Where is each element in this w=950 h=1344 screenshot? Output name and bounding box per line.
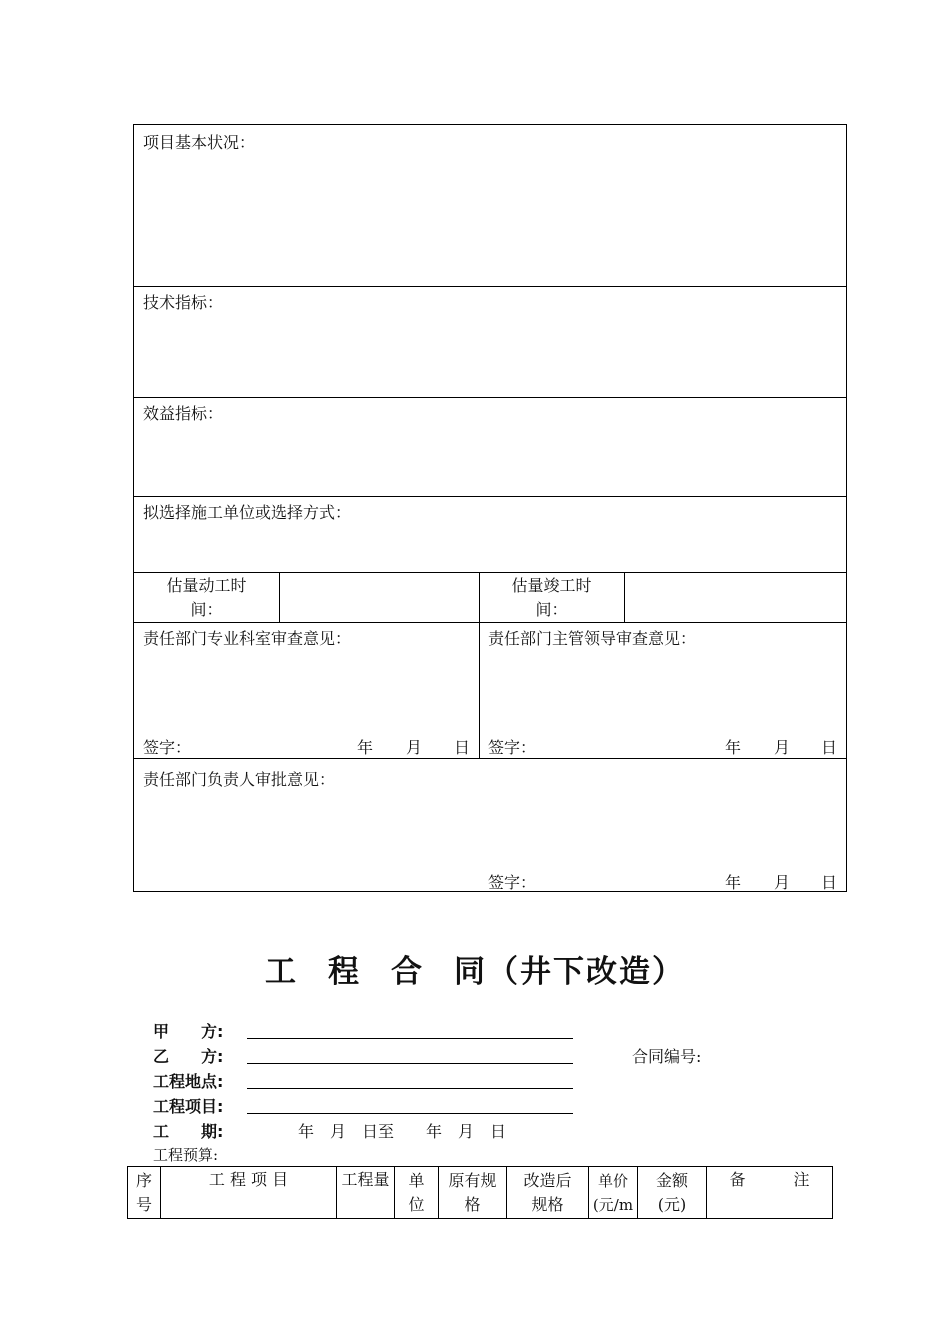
divider [134,758,846,759]
project-label: 工程项目: [153,1097,224,1116]
dept-review-label: 责任部门专业科室审查意见： [143,629,352,648]
header-line: 改造后 [523,1170,572,1190]
header-line: 规格 [531,1194,564,1214]
period-label: 工 期: [153,1122,224,1141]
header-cell-unit [395,1167,439,1219]
end-time-label [479,574,624,622]
sign-label: 签字： [488,873,537,892]
month-label: 月 [774,738,791,757]
title-part: 合 [391,954,424,990]
header-cell-item [161,1167,337,1219]
budget-table [127,1166,833,1219]
title-part: 程 [328,954,361,990]
start-time-label-line2: 间： [190,600,223,619]
header-cell-seq [128,1167,161,1219]
header-cell-original-spec [439,1167,507,1219]
day-label: 日 [821,873,838,892]
header-cell-quantity [337,1167,395,1219]
month-label: 月 [774,873,791,892]
divider [134,397,846,398]
header-line: 号 [135,1194,152,1214]
end-time-label-line2: 间： [535,600,568,619]
start-time-label-line1: 估量动工时 [166,576,247,595]
party-a-label: 甲 方: [153,1022,224,1041]
header-cell-amount [638,1167,707,1219]
header-line: 备 注 [729,1170,810,1189]
party-b-field[interactable] [247,1063,573,1064]
header-line: 工程量 [341,1170,390,1189]
party-a-field[interactable] [247,1038,573,1039]
divider [134,286,846,287]
year-label: 年 [725,738,742,757]
day-label: 日 [821,738,838,757]
day-label: 日 [454,738,471,757]
location-label: 工程地点: [153,1072,224,1091]
head-approval-label: 责任部门负责人审批意见： [143,770,336,789]
year-label: 年 [357,738,374,757]
header-line: (元/m [592,1195,634,1214]
end-time-label-line1: 估量竣工时 [511,576,592,595]
header-cell-unit-price [589,1167,638,1219]
contract-no-label: 合同编号: [632,1047,702,1066]
budget-label: 工程预算: [153,1146,219,1164]
divider [134,572,846,573]
header-line: 原有规 [448,1170,497,1190]
period-text: 年 月 日至 年 月 日 [298,1122,507,1141]
application-form [133,124,847,892]
divider [134,496,846,497]
divider [624,572,625,622]
header-line: 单 [408,1170,425,1190]
start-time-label [134,574,279,622]
tech-index-label: 技术指标： [143,293,224,312]
divider [279,572,280,622]
header-line: 序 [135,1170,152,1190]
sign-label: 签字： [143,738,192,757]
title-part: 工 [265,954,298,990]
leader-review-label: 责任部门主管领导审查意见： [488,629,697,648]
header-cell-remarks [707,1167,833,1219]
table-header-row [128,1167,833,1219]
year-label: 年 [725,873,742,892]
location-field[interactable] [247,1088,573,1089]
month-label: 月 [406,738,423,757]
sign-label: 签字： [488,738,537,757]
project-status-label: 项目基本状况： [143,133,256,152]
header-line: (元) [657,1194,687,1214]
construction-unit-label: 拟选择施工单位或选择方式： [143,503,352,522]
benefit-index-label: 效益指标： [143,404,224,423]
header-line: 金额 [655,1170,688,1190]
project-field[interactable] [247,1113,573,1114]
header-line: 位 [408,1194,425,1214]
divider [134,622,846,623]
party-b-label: 乙 方: [153,1047,224,1066]
title-part: 同（井下改造） [454,954,685,990]
header-cell-new-spec [507,1167,589,1219]
header-line: 格 [464,1194,481,1214]
contract-title [0,946,950,991]
header-line: 单价 [597,1171,628,1190]
header-line: 工 程 项 目 [208,1170,289,1189]
